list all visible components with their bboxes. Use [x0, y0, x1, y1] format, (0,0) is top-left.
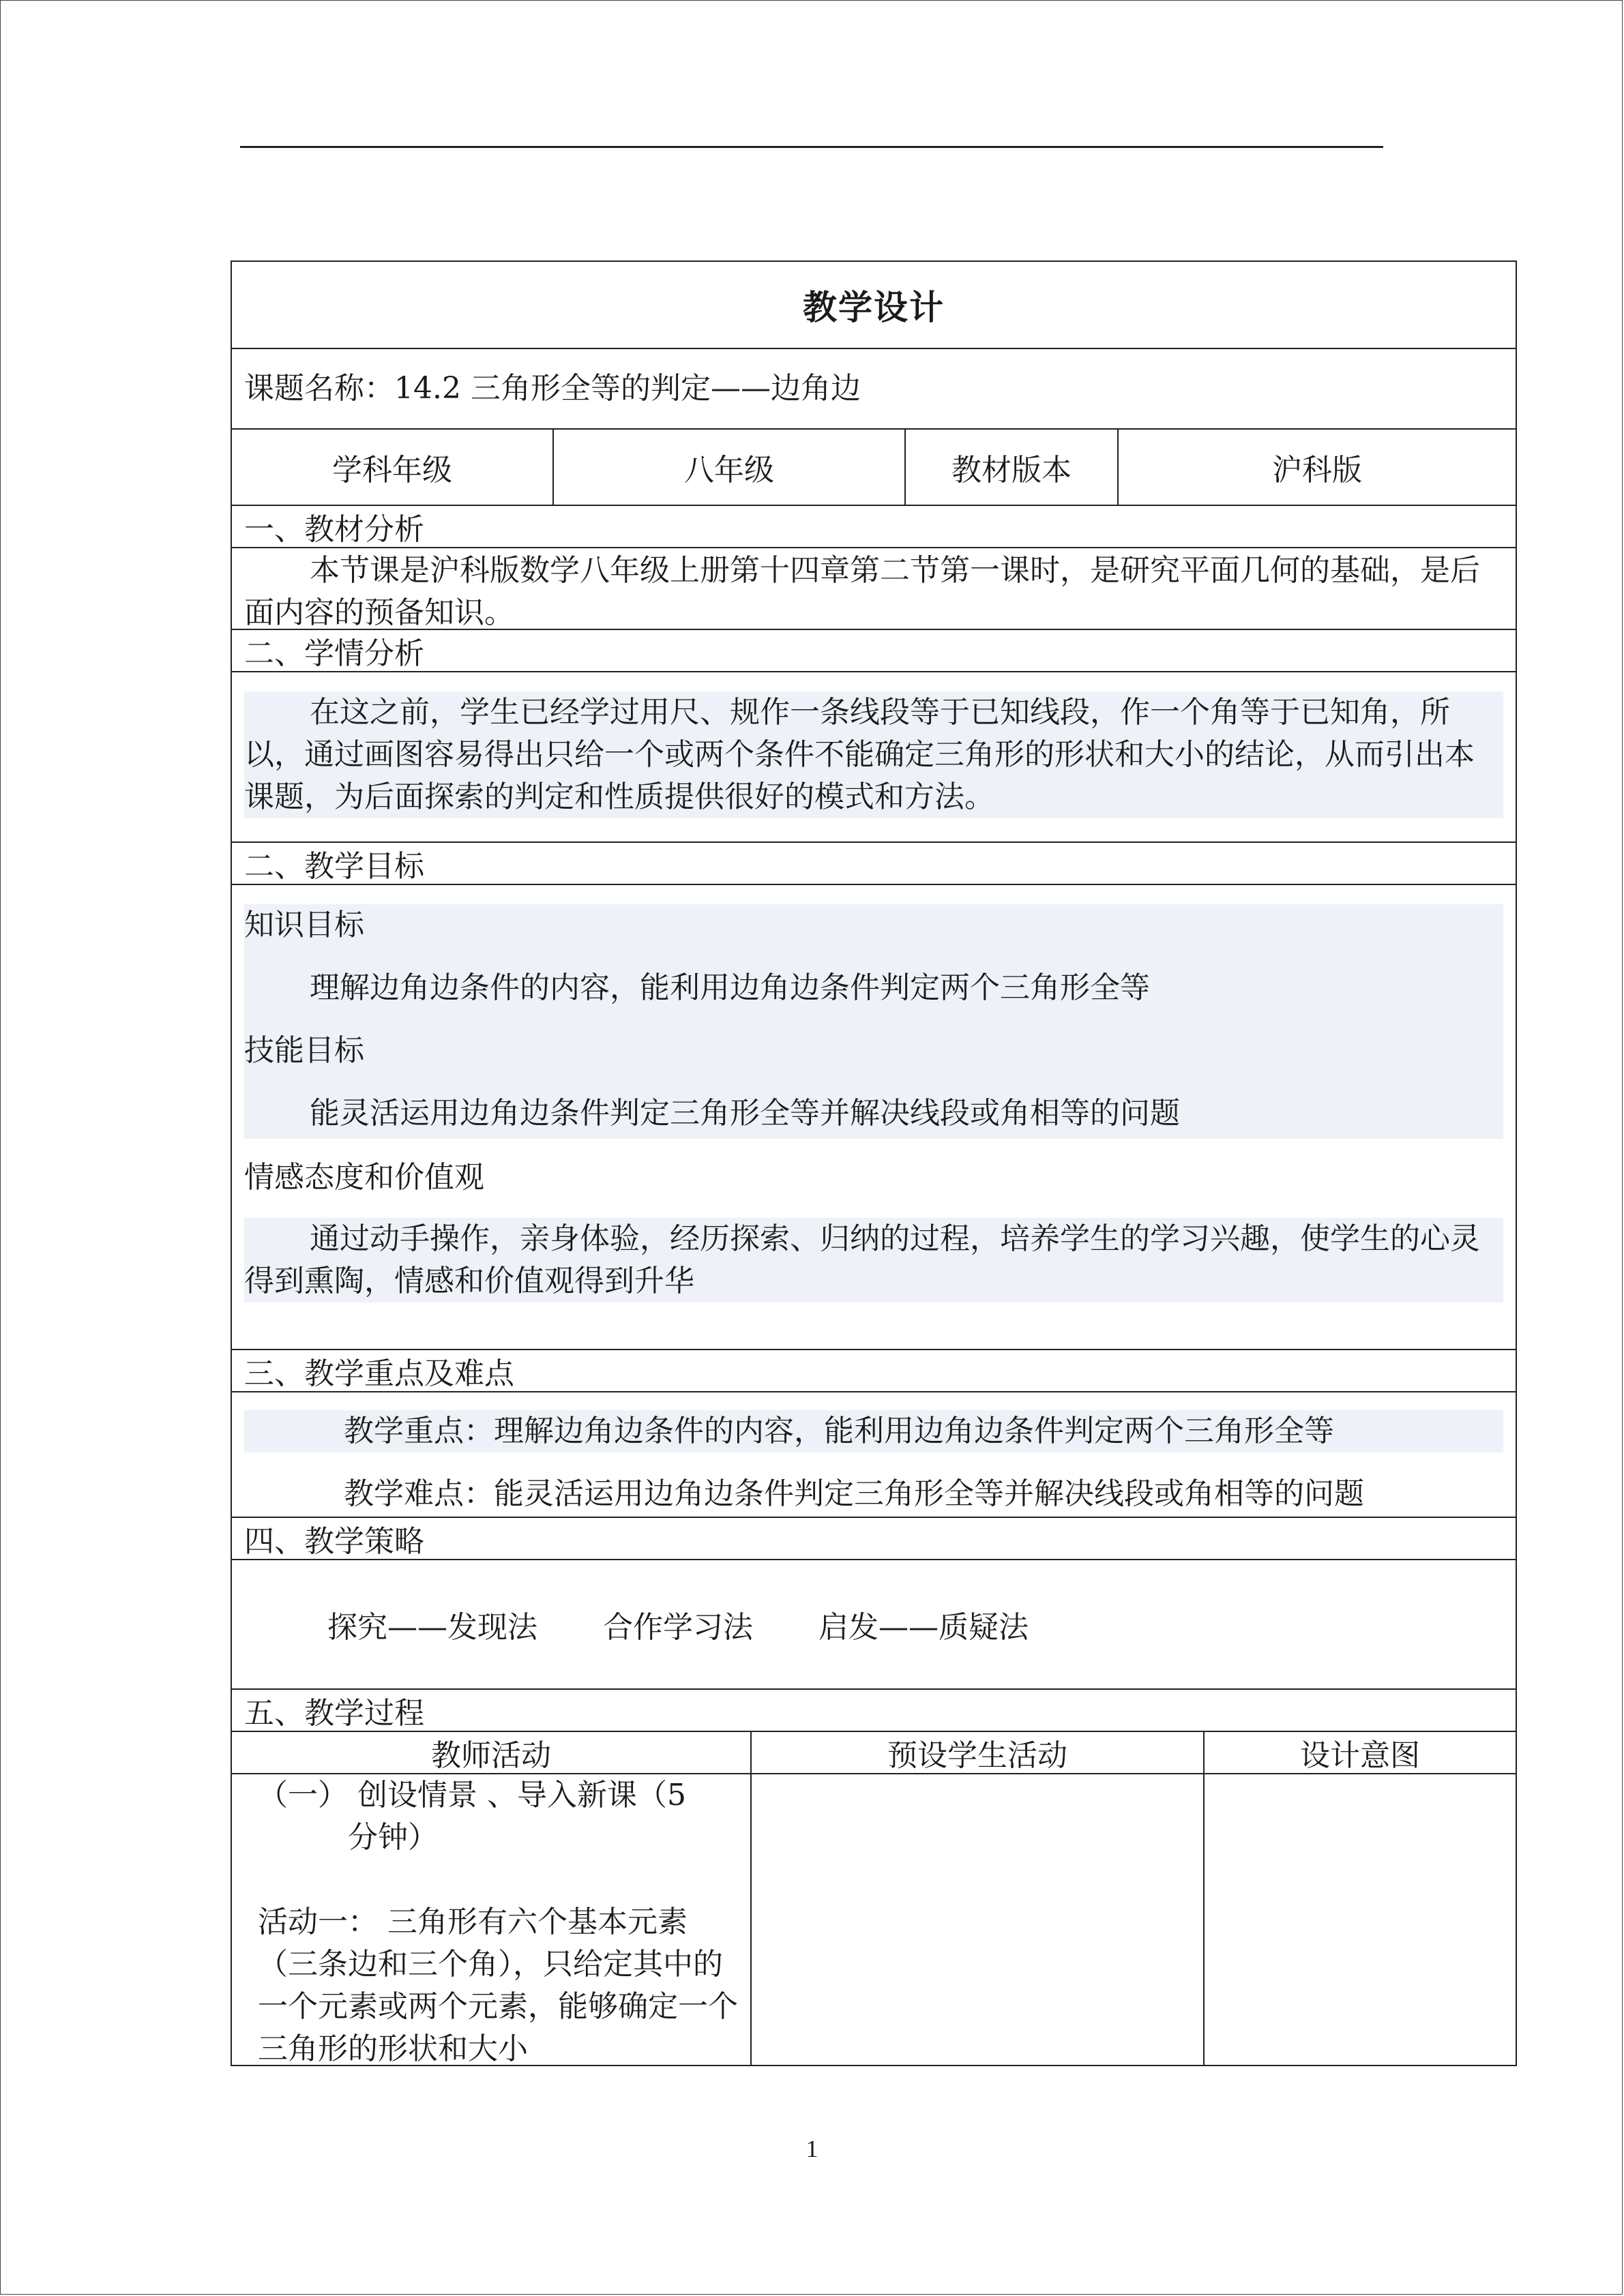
header-rule	[240, 146, 1383, 148]
step-title-line2: 分钟）	[348, 1820, 438, 1855]
section-heading-keypoints: 三、教学重点及难点	[231, 1349, 1517, 1391]
emotion-goal-label: 情感态度和价值观	[244, 1160, 484, 1195]
meta-row	[231, 428, 1517, 505]
goals-shaded-block	[244, 904, 1503, 1139]
col-design-intent: 设计意图	[1203, 1732, 1516, 1773]
skill-goal-text: 能灵活运用边角边条件判定三角形全等并解决线段或角相等的问题	[310, 1096, 1180, 1131]
section-body-textbook	[231, 547, 1517, 629]
document-title: 教学设计	[803, 288, 945, 327]
section-heading-textbook: 一、教材分析	[231, 505, 1517, 547]
process-table-row	[231, 1773, 1517, 2066]
emotion-goal-text: 通过动手操作，亲身体验，经历探索、归纳的过程，培养学生的学习兴趣，使学生的心灵得到熏陶，情感和价值观得到升华	[244, 1218, 1503, 1302]
title-row	[231, 260, 1517, 348]
section-body-goals	[231, 884, 1517, 1349]
edition-value: 沪科版	[1117, 430, 1516, 505]
course-name: 课题名称：14.2 三角形全等的判定——边角边	[244, 371, 861, 406]
step-title-line1: （一） 创设情景 、导入新课（5	[258, 1778, 686, 1813]
knowledge-goal-text: 理解边角边条件的内容，能利用边角边条件判定两个三角形全等	[310, 970, 1150, 1005]
key-point-text: 教学重点：理解边角边条件的内容，能利用边角边条件判定两个三角形全等	[244, 1410, 1503, 1452]
knowledge-goal-label: 知识目标	[244, 908, 364, 942]
subject-label: 学科年级	[332, 453, 452, 488]
strategy-method-1: 探究——发现法	[327, 1610, 537, 1645]
textbook-analysis-text: 本节课是沪科版数学八年级上册第十四章第二节第一课时，是研究平面几何的基础，是后面内容的预备知识。	[244, 553, 1480, 630]
design-intent-cell	[1203, 1774, 1516, 2065]
page-number: 1	[806, 2135, 818, 2162]
strategy-method-3: 启发——质疑法	[818, 1610, 1029, 1645]
course-name-row	[231, 348, 1517, 428]
edition-label: 教材版本	[904, 430, 1117, 505]
section-body-keypoints	[231, 1391, 1517, 1517]
lesson-plan-table	[231, 260, 1517, 2066]
section-heading-goals: 二、教学目标	[231, 841, 1517, 884]
student-analysis-text: 在这之前，学生已经学过用尺、规作一条线段等于已知线段，作一个角等于已知角，所以，通过画图容易得出只给一个或两个条件不能确定三角形的形状和大小的结论，从而引出本课题，为后面探索的判定和性质提供很好的模式和方法。	[244, 691, 1503, 818]
col-teacher-activity: 教师活动	[431, 1738, 551, 1773]
section-body-students	[231, 671, 1517, 841]
strategy-method-2: 合作学习法	[603, 1610, 753, 1645]
process-table-header	[231, 1731, 1517, 1773]
student-activity-cell	[750, 1774, 1203, 2065]
section-heading-process: 五、教学过程	[231, 1688, 1517, 1731]
col-student-activity: 预设学生活动	[750, 1732, 1203, 1773]
difficulty-text: 教学难点：能灵活运用边角边条件判定三角形全等并解决线段或角相等的问题	[344, 1476, 1364, 1511]
activity-one-text: 活动一： 三角形有六个基本元素（三条边和三个角），只给定其中的一个元素或两个元素，能够确定一个三角形的形状和大小	[258, 1905, 738, 2066]
subject-value: 八年级	[552, 430, 904, 505]
skill-goal-label: 技能目标	[244, 1033, 364, 1068]
teacher-activity-cell	[232, 1774, 750, 2065]
section-body-strategy	[231, 1559, 1517, 1688]
section-heading-students: 二、学情分析	[231, 629, 1517, 671]
section-heading-strategy: 四、教学策略	[231, 1517, 1517, 1559]
